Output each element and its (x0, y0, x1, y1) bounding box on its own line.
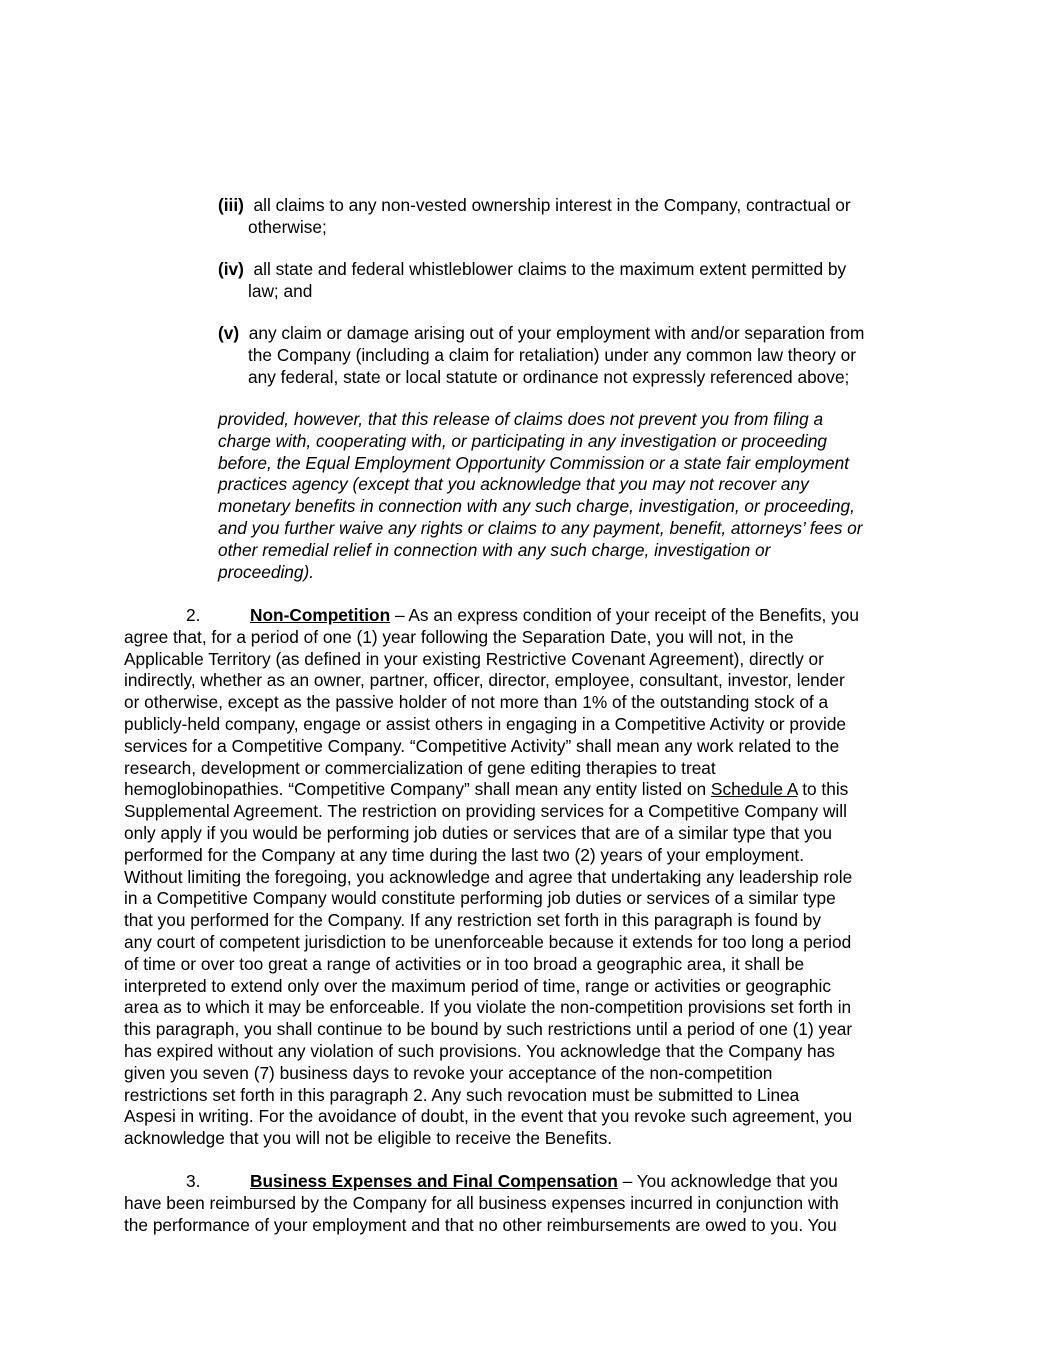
item-first-line (218, 323, 938, 345)
section-line: agree that, for a period of one (1) year following the Separation Date, you will not, in the (124, 626, 794, 647)
section-line: the performance of your employment and that no other reimbursements are owed to you. You (124, 1214, 837, 1235)
section-line: or otherwise, except as the passive holder of not more than 1% of the outstanding stock of a (124, 692, 829, 713)
section-number: 2. (186, 605, 201, 625)
section-line: services for a Competitive Company. “Competitive Activity” shall mean any work related to the (124, 735, 840, 756)
section-business-expenses (124, 1171, 944, 1236)
item-text: any claim or damage arising out of your employment with and/or separation from (248, 323, 865, 343)
section-text: – You acknowledge that you (617, 1171, 838, 1191)
section-line: this paragraph, you shall continue to be bound by such restrictions until a period of one (1) year (124, 1019, 853, 1040)
proviso-line: monetary benefits in connection with any such charge, investigation, or proceeding, (218, 496, 855, 517)
section-number: 3. (186, 1171, 201, 1191)
item-continuation: the Company (including a claim for retaliation) under any common law theory or (248, 344, 857, 365)
section-line-schedule (124, 779, 944, 801)
section-line: that you performed for the Company. If any restriction set forth in this paragraph is found by (124, 910, 822, 931)
proviso-line: before, the Equal Employment Opportunity Commission or a state fair employment (218, 452, 850, 473)
section-line: has expired without any violation of such provisions. You acknowledge that the Company has (124, 1040, 835, 1061)
item-continuation: law; and (248, 280, 313, 301)
proviso-line: provided, however, that this release of claims does not prevent you from filing a (218, 409, 824, 429)
section-first-line (124, 605, 944, 627)
section-line: of time or over too great a range of activities or in too broad a geographic area, it shall be (124, 953, 805, 974)
item-marker: (v) (218, 323, 240, 343)
section-line: performed for the Company at any time during the last two (2) years of your employment. (124, 844, 805, 865)
release-item-iii (218, 195, 938, 239)
item-text: all state and federal whistleblower claims to the maximum extent permitted by (253, 259, 847, 279)
section-text: to this (797, 779, 849, 800)
section-heading: Non-Competition (250, 605, 391, 625)
section-line: restrictions set forth in this paragraph 2. Any such revocation must be submitted to Linea (124, 1084, 800, 1105)
section-line: Supplemental Agreement. The restriction on providing services for a Competitive Company will (124, 801, 847, 822)
item-continuation: any federal, state or local statute or ordinance not expressly referenced above; (248, 366, 850, 387)
section-line: Aspesi in writing. For the avoidance of doubt, in the event that you revoke such agreement, you (124, 1106, 853, 1127)
section-heading: Business Expenses and Final Compensation (250, 1171, 618, 1191)
item-text: all claims to any non-vested ownership interest in the Company, contractual or (253, 195, 851, 215)
section-line: indirectly, whether as an owner, partner, officer, director, employee, consultant, investor, lender (124, 670, 845, 691)
item-marker: (iii) (218, 195, 244, 215)
section-line: area as to which it may be enforceable. If you violate the non-competition provisions set forth in (124, 997, 852, 1018)
item-first-line (218, 195, 938, 217)
item-first-line (218, 259, 938, 281)
proviso-line: proceeding). (218, 561, 315, 582)
release-item-iv (218, 259, 938, 303)
section-line: research, development or commercialization of gene editing therapies to treat (124, 757, 716, 778)
proviso-line: and you further waive any rights or claims to any payment, benefit, attorneys’ fees or (218, 517, 863, 538)
item-marker: (iv) (218, 259, 244, 279)
item-continuation: otherwise; (248, 216, 327, 237)
section-line: have been reimbursed by the Company for all business expenses incurred in conjunction with (124, 1192, 839, 1213)
section-line: only apply if you would be performing job duties or services that are of a similar type that you (124, 822, 832, 843)
release-item-v (218, 323, 938, 388)
section-non-competition (124, 605, 944, 1150)
section-first-line (124, 1171, 944, 1193)
section-line: Without limiting the foregoing, you acknowledge and agree that undertaking any leadership role (124, 866, 853, 887)
schedule-a-reference: Schedule A (710, 779, 798, 800)
proviso-line: practices agency (except that you acknowledge that you may not recover any (218, 474, 809, 495)
section-line: given you seven (7) business days to revoke your acceptance of the non-competition (124, 1062, 773, 1083)
proviso-line: other remedial relief in connection with any such charge, investigation or (218, 539, 771, 560)
section-line: acknowledge that you will not be eligible to receive the Benefits. (124, 1128, 613, 1149)
section-line: Applicable Territory (as defined in your existing Restrictive Covenant Agreement), directly or (124, 648, 824, 669)
proviso-paragraph (218, 409, 938, 583)
section-line: in a Competitive Company would constitute performing job duties or services of a similar type (124, 888, 836, 909)
section-text: – As an express condition of your receipt of the Benefits, you (390, 605, 859, 625)
section-line: any court of competent jurisdiction to be unenforceable because it extends for too long a period (124, 931, 852, 952)
section-line: interpreted to extend only over the maximum period of time, range or activities or geographic (124, 975, 831, 996)
section-line: publicly-held company, engage or assist others in engaging in a Competitive Activity or provide (124, 713, 847, 734)
section-text: hemoglobinopathies. “Competitive Company” shall mean any entity listed on (124, 779, 711, 800)
proviso-line: charge with, cooperating with, or participating in any investigation or proceeding (218, 430, 828, 451)
